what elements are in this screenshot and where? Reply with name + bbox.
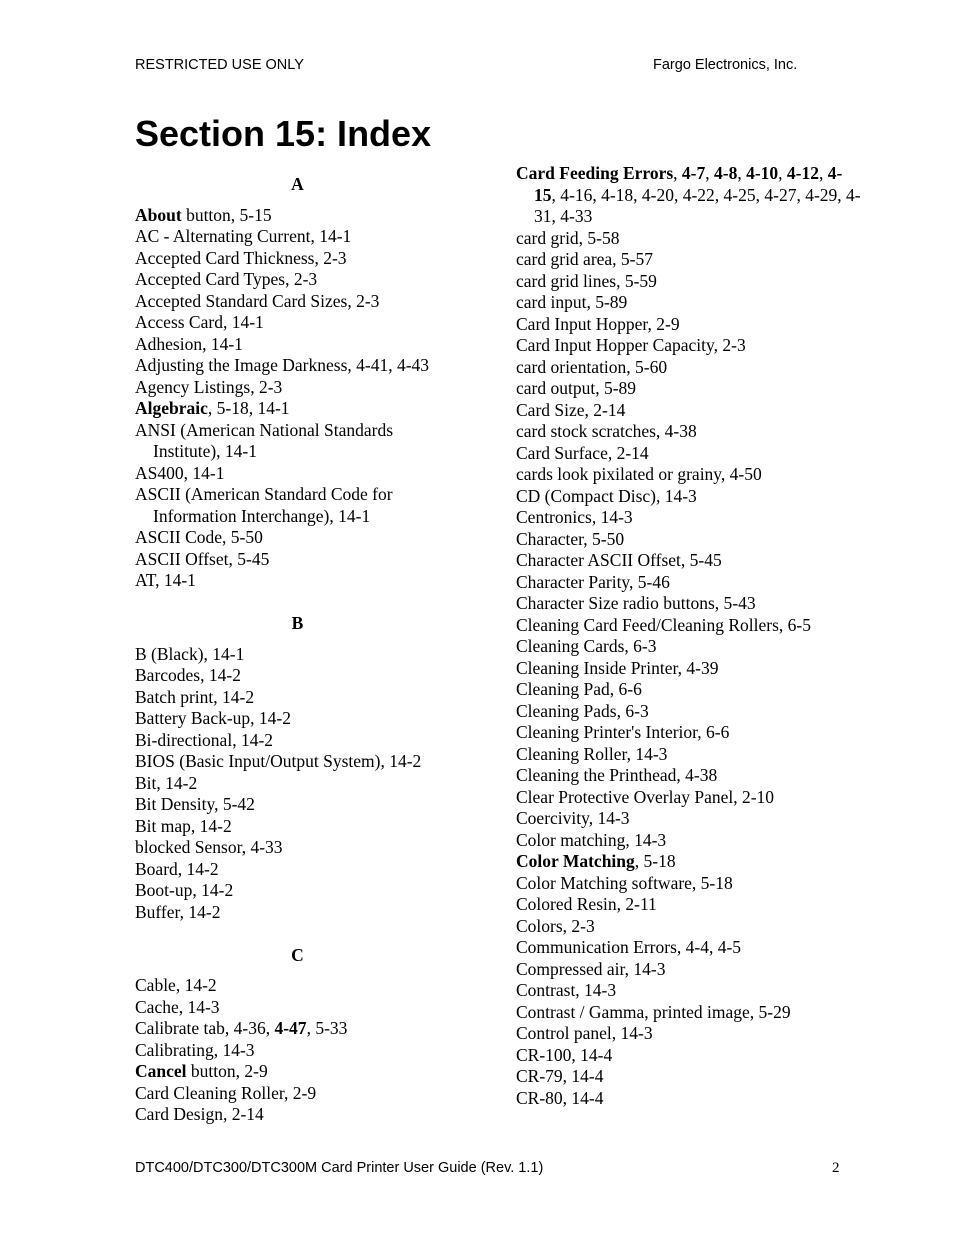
index-entry: ASCII (American Standard Code for Information Interchange), 14-1 [135,484,393,526]
header-company-name: Fargo Electronics, Inc. [653,57,798,73]
index-entry: ASCII Offset, 5-45 [135,548,270,569]
index-entry: Accepted Standard Card Sizes, 2-3 [135,290,380,311]
index-entry: Color Matching, 5-18 [516,851,676,871]
index-entry: Character, 5-50 [516,528,625,549]
index-entry: Adjusting the Image Darkness, 4-41, 4-43 [135,355,430,375]
index-entry: Character Size radio buttons, 5-43 [516,593,756,613]
index-entry: card grid lines, 5-59 [516,270,657,291]
index-letter-b: B [291,613,304,633]
index-entry: CR-80, 14-4 [516,1087,604,1108]
page-title: Section 15: Index [135,113,432,154]
index-entry: Batch print, 14-2 [135,686,255,707]
index-entry: Card Cleaning Roller, 2-9 [135,1082,317,1103]
index-entry: Bit, 14-2 [135,772,198,793]
index-entry: Calibrate tab, 4-36, 4-47, 5-33 [135,1018,348,1038]
index-entry: Adhesion, 14-1 [135,333,243,354]
index-entry: Card Design, 2-14 [135,1104,264,1124]
index-entry: Cache, 14-3 [135,996,220,1017]
index-entry: Cleaning Cards, 6-3 [516,636,657,656]
index-entry: AS400, 14-1 [135,462,225,483]
index-entry: Bit map, 14-2 [135,815,232,836]
index-entry: Algebraic, 5-18, 14-1 [135,398,290,418]
index-entry: Cable, 14-2 [135,975,217,995]
index-entry: CR-79, 14-4 [516,1066,604,1086]
index-entry: card input, 5-89 [516,292,628,312]
page-number: 2 [832,1160,840,1176]
index-entry: Buffer, 14-2 [135,901,221,922]
index-entry: Clear Protective Overlay Panel, 2-10 [516,786,775,807]
index-column-left [135,174,460,1126]
index-entry: Cleaning Pads, 6-3 [516,700,649,721]
index-entry: Access Card, 14-1 [135,312,264,332]
index-entry: Contrast, 14-3 [516,980,617,1000]
index-entry: Compressed air, 14-3 [516,958,666,979]
index-entry: Color matching, 14-3 [516,829,667,850]
header-restricted-notice: RESTRICTED USE ONLY [135,57,304,73]
index-entry: Control panel, 14-3 [516,1023,653,1043]
index-entry: card grid area, 5-57 [516,249,654,269]
index-entry: Cleaning Inside Printer, 4-39 [516,657,719,678]
index-entry: ANSI (American National Standards Institute), 14-1 [135,419,394,461]
index-entry: Agency Listings, 2-3 [135,376,283,397]
index-column-right [516,163,861,1109]
index-entry: Cleaning Printer's Interior, 6-6 [516,722,730,742]
index-entry: Cleaning the Printhead, 4-38 [516,765,718,785]
index-entry: Centronics, 14-3 [516,507,633,527]
index-entry: Accepted Card Thickness, 2-3 [135,247,347,268]
footer-document-title: DTC400/DTC300/DTC300M Card Printer User Guide (Rev. 1.1) [135,1160,544,1176]
index-entry: AT, 14-1 [135,570,196,590]
index-entry: Card Input Hopper, 2-9 [516,313,680,334]
index-entry: blocked Sensor, 4-33 [135,837,283,857]
index-entry: Cancel button, 2-9 [135,1061,268,1081]
index-entry: Coercivity, 14-3 [516,808,630,828]
index-entry: Communication Errors, 4-4, 4-5 [516,937,742,957]
index-entry: card orientation, 5-60 [516,356,668,377]
index-entry: Board, 14-2 [135,858,219,879]
index-entry: card stock scratches, 4-38 [516,421,697,441]
index-entry: CR-100, 14-4 [516,1044,613,1065]
index-entry: Cleaning Pad, 6-6 [516,679,642,699]
index-entry: card output, 5-89 [516,378,637,398]
index-entry: AC - Alternating Current, 14-1 [135,226,352,246]
index-entry: Color Matching software, 5-18 [516,872,733,893]
index-entry: card grid, 5-58 [516,227,620,248]
index-entry: Accepted Card Types, 2-3 [135,269,318,289]
index-entry: Card Input Hopper Capacity, 2-3 [516,335,746,355]
index-letter-a: A [291,174,304,194]
index-entry: Colors, 2-3 [516,915,595,936]
index-letter-c: C [291,944,304,965]
index-entry: Card Size, 2-14 [516,399,626,420]
index-entry: Bi-directional, 14-2 [135,729,274,750]
index-entry: Contrast / Gamma, printed image, 5-29 [516,1001,791,1022]
index-entry: B (Black), 14-1 [135,643,245,664]
index-entry: Character ASCII Offset, 5-45 [516,550,722,570]
index-entry: Character Parity, 5-46 [516,571,670,592]
index-entry: About button, 5-15 [135,204,272,225]
index-entry: ASCII Code, 5-50 [135,527,263,547]
index-entry: BIOS (Basic Input/Output System), 14-2 [135,751,422,771]
index-entry: Cleaning Card Feed/Cleaning Rollers, 6-5 [516,614,812,635]
index-entry: CD (Compact Disc), 14-3 [516,485,697,506]
index-entry: Bit Density, 5-42 [135,794,255,814]
index-entry: Card Surface, 2-14 [516,442,649,463]
index-entry: cards look pixilated or grainy, 4-50 [516,464,762,484]
index-entry: Boot-up, 14-2 [135,880,234,900]
index-entry-card-feeding-errors: Card Feeding Errors, 4-7, 4-8, 4-10, 4-12, 4-15, 4-16, 4-18, 4-20, 4-22, 4-25, 4-27, 4-29, 4-31, 4-33 [516,163,861,226]
index-entry: Cleaning Roller, 14-3 [516,743,668,764]
index-entry: Barcodes, 14-2 [135,665,241,685]
index-entry: Battery Back-up, 14-2 [135,708,291,728]
index-entry: Colored Resin, 2-11 [516,894,657,914]
index-entry: Calibrating, 14-3 [135,1039,255,1060]
